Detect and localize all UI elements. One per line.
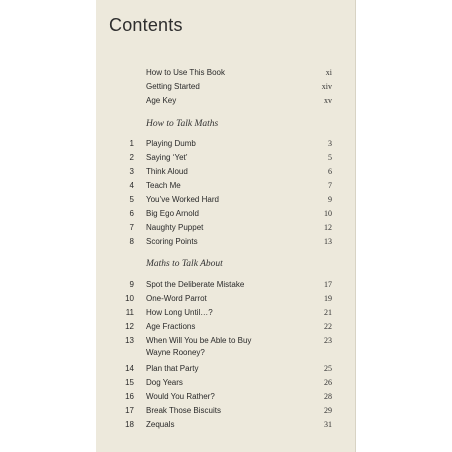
toc-entry (96, 221, 356, 235)
toc-entry (96, 207, 356, 221)
toc-entry (96, 137, 356, 151)
book-page (96, 0, 356, 452)
entry-page: 9 (328, 195, 332, 204)
section-heading: Maths to Talk About (146, 259, 223, 269)
entry-label: Think Aloud (146, 167, 188, 176)
entry-number: 8 (129, 237, 134, 246)
entry-label: Teach Me (146, 181, 181, 190)
entry-number: 5 (129, 195, 134, 204)
entry-number: 12 (125, 322, 134, 331)
entry-number: 3 (129, 167, 134, 176)
entry-number: 9 (129, 280, 134, 289)
entry-label: Age Fractions (146, 322, 196, 331)
entry-number: 4 (129, 181, 134, 190)
entry-number: 7 (129, 223, 134, 232)
entry-label: Big Ego Arnold (146, 209, 199, 218)
toc-entry (96, 404, 356, 418)
entry-label: Dog Years (146, 378, 183, 387)
entry-label: Scoring Points (146, 237, 198, 246)
entry-page: 6 (328, 167, 332, 176)
entry-label: Playing Dumb (146, 139, 196, 148)
toc-entry (96, 292, 356, 306)
toc-entry (96, 390, 356, 404)
entry-page: 19 (324, 294, 332, 303)
entry-number: 6 (129, 209, 134, 218)
toc-entry (96, 193, 356, 207)
toc-entry (96, 66, 356, 80)
entry-label: Naughty Puppet (146, 223, 204, 232)
entry-label: How Long Until…? (146, 308, 213, 317)
toc-entry (96, 151, 356, 165)
entry-number: 15 (125, 378, 134, 387)
toc-entry (96, 80, 356, 94)
entry-number: 16 (125, 392, 134, 401)
entry-label: Age Key (146, 96, 177, 105)
entry-label: How to Use This Book (146, 68, 225, 77)
entry-page: 21 (324, 308, 332, 317)
entry-page: xiv (321, 82, 332, 91)
entry-label: When Will You be Able to Buy (146, 336, 252, 345)
entry-page: 22 (324, 322, 332, 331)
entry-page: 29 (324, 406, 332, 415)
entry-label: Saying ‘Yet’ (146, 153, 188, 162)
entry-page: 25 (324, 364, 332, 373)
entry-label-continuation: Wayne Rooney? (146, 348, 205, 357)
entry-number: 18 (125, 420, 134, 429)
toc-entry-continuation (96, 346, 356, 360)
entry-page: 10 (324, 209, 332, 218)
toc-entry (96, 94, 356, 108)
entry-label: Getting Started (146, 82, 200, 91)
entry-number: 17 (125, 406, 134, 415)
entry-number: 2 (129, 153, 134, 162)
toc-entry (96, 306, 356, 320)
entry-label: Break Those Biscuits (146, 406, 221, 415)
entry-page: 5 (328, 153, 332, 162)
entry-page: 26 (324, 378, 332, 387)
entry-page: 13 (324, 237, 332, 246)
entry-page: 28 (324, 392, 332, 401)
entry-page: 12 (324, 223, 332, 232)
entry-number: 11 (125, 308, 134, 317)
toc-entry (96, 165, 356, 179)
toc-entry (96, 278, 356, 292)
entry-page: 31 (324, 420, 332, 429)
entry-label: Would You Rather? (146, 392, 215, 401)
entry-label: Spot the Deliberate Mistake (146, 280, 245, 289)
entry-page: 23 (324, 336, 332, 345)
entry-number: 1 (129, 139, 134, 148)
entry-page: xv (324, 96, 332, 105)
entry-number: 13 (125, 336, 134, 345)
section-heading: How to Talk Maths (146, 119, 219, 129)
entry-label: Plan that Party (146, 364, 199, 373)
entry-page: 3 (328, 139, 332, 148)
toc-entry (96, 235, 356, 249)
page-edge (355, 0, 356, 452)
entry-label: Zequals (146, 420, 175, 429)
toc-entry (96, 418, 356, 432)
entry-label: You’ve Worked Hard (146, 195, 219, 204)
entry-label: One-Word Parrot (146, 294, 207, 303)
entry-number: 10 (125, 294, 134, 303)
toc-entry (96, 362, 356, 376)
entry-page: xi (325, 68, 332, 77)
entry-page: 7 (328, 181, 332, 190)
entry-number: 14 (125, 364, 134, 373)
toc-entry (96, 376, 356, 390)
toc-entry (96, 320, 356, 334)
toc-entry (96, 179, 356, 193)
entry-page: 17 (324, 280, 332, 289)
page-title: Contents (109, 15, 183, 35)
